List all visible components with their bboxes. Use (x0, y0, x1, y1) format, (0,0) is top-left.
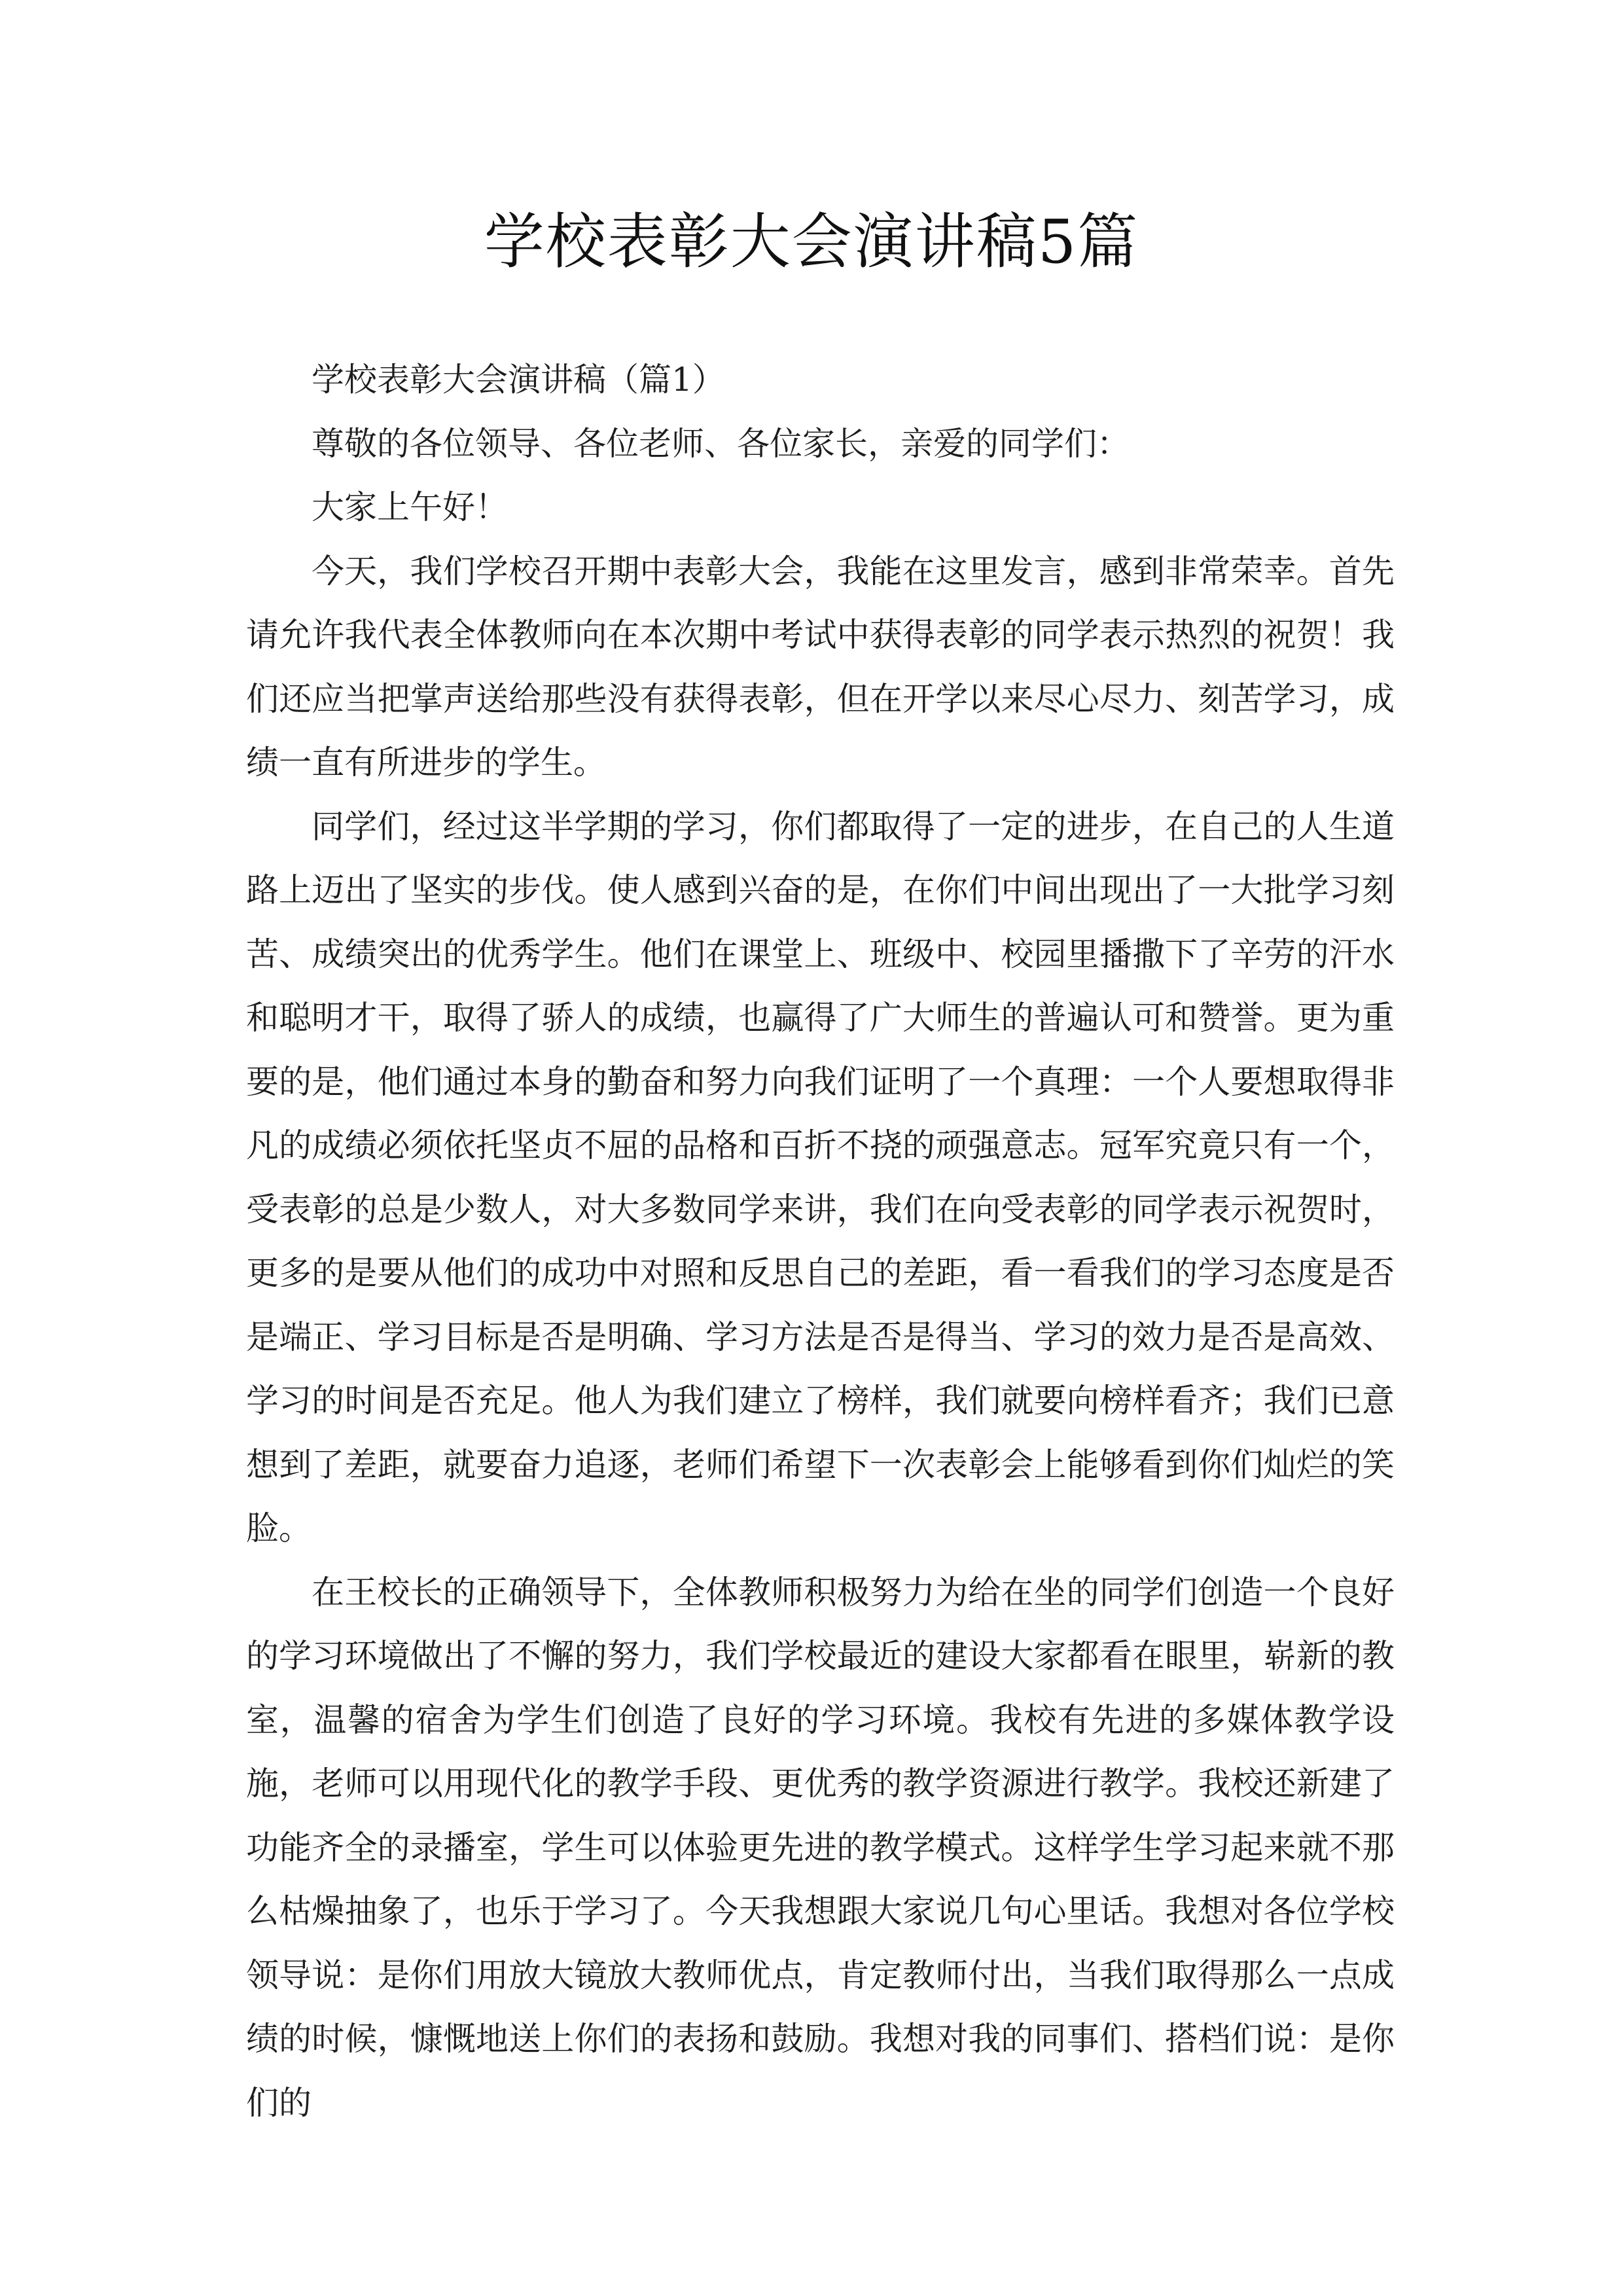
salutation: 尊敬的各位领导、各位老师、各位家长，亲爱的同学们： (312, 424, 1130, 463)
greeting: 大家上午好！ (312, 488, 508, 526)
document-body (246, 348, 1395, 2135)
body-paragraph: 在王校长的正确领导下，全体教师积极努力为给在坐的同学们创造一个良好的学习环境做出了不懈的努力，我们学校最近的建设大家都看在眼里，崭新的教室，温馨的宿舍为学生们创造了良好的学习环境。我校有先进的多媒体教学设施，老师可以用现代化的教学手段、更优秀的教学资源进行教学。我校还新建了功能齐全的录播室，学生可以体验更先进的教学模式。这样学生学习起来就不那么枯燥抽象了，也乐于学习了。今天我想跟大家说几句心里话。我想对各位学校领导说：是你们用放大镜放大教师优点，肯定教师付出，当我们取得那么一点成绩的时候，慷慨地送上你们的表扬和鼓励。我想对我的同事们、搭档们说：是你们的 (246, 1573, 1395, 2122)
body-paragraph: 同学们，经过这半学期的学习，你们都取得了一定的进步，在自己的人生道路上迈出了坚实的步伐。使人感到兴奋的是，在你们中间出现出了一大批学习刻苦、成绩突出的优秀学生。他们在课堂上、班级中、校园里播撒下了辛劳的汗水和聪明才干，取得了骄人的成绩，也赢得了广大师生的普遍认可和赞誉。更为重要的是，他们通过本身的勤奋和努力向我们证明了一个真理：一个人要想取得非凡的成绩必须依托坚贞不屈的品格和百折不挠的顽强意志。冠军究竟只有一个，受表彰的总是少数人，对大多数同学来讲，我们在向受表彰的同学表示祝贺时，更多的是要从他们的成功中对照和反思自己的差距，看一看我们的学习态度是否是端正、学习目标是否是明确、学习方法是否是得当、学习的效力是否是高效、学习的时间是否充足。他人为我们建立了榜样，我们就要向榜样看齐；我们已意想到了差距，就要奋力追逐，老师们希望下一次表彰会上能够看到你们灿烂的笑脸。 (246, 807, 1395, 1547)
section-heading: 学校表彰大会演讲稿（篇1） (312, 361, 725, 399)
body-paragraph: 今天，我们学校召开期中表彰大会，我能在这里发言，感到非常荣幸。首先请允许我代表全体教师向在本次期中考试中获得表彰的同学表示热烈的祝贺！我们还应当把掌声送给那些没有获得表彰，但在开学以来尽心尽力、刻苦学习，成绩一直有所进步的学生。 (246, 552, 1395, 781)
document-title: 学校表彰大会演讲稿5篇 (484, 207, 1139, 277)
